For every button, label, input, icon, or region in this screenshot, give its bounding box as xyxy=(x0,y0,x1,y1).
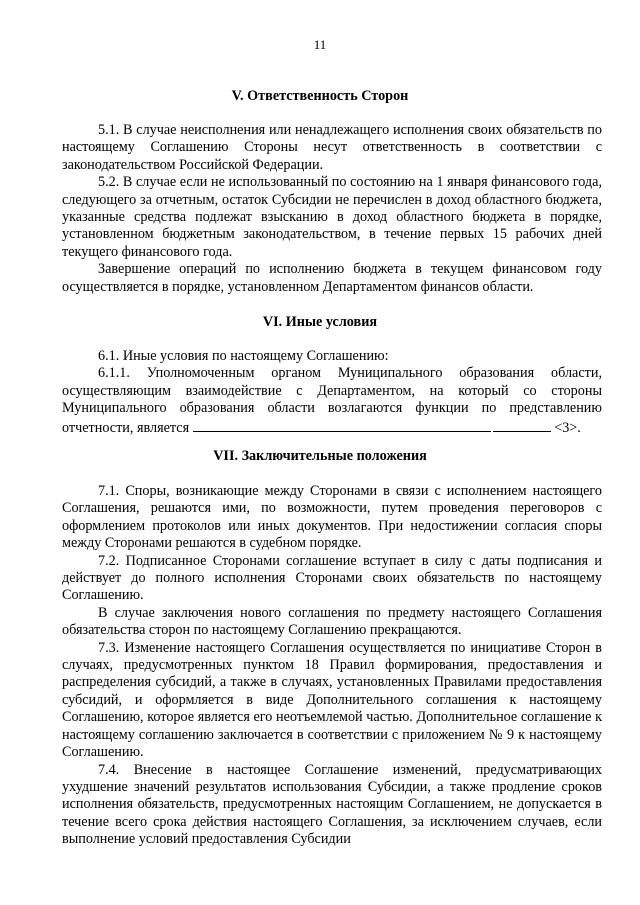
section-6-body xyxy=(62,348,602,437)
paragraph-7-4: 7.4. Внесение в настоящее Соглашение изменений, предусматривающих ухудшение значений результатов использования Субсидии, а также продление сроков исполнения обязательств, предусмотренных настоящим Соглашением, не допускается в течение всего срока действия настоящего Соглашения, за исключением случаев, если выполнение условий предоставления Субсидии xyxy=(62,761,602,848)
paragraph-7-1: 7.1. Споры, возникающие между Сторонами в связи с исполнением настоящего Соглашения, решаются ими, по возможности, путем проведения переговоров с оформлением протоколов или иных документов. При недостижении согласия споры между Сторонами решаются в судебном порядке. xyxy=(62,483,602,552)
paragraph-7-3: 7.3. Изменение настоящего Соглашения осуществляется по инициативе Сторон в случаях, предусмотренных пунктом 18 Правил формирования, предоставления и распределения субсидий, а также в случаях, установленных Правилами предоставления субсидий, и оформляется в виде Дополнительного соглашения к настоящему Соглашению, которое является его неотъемлемой частью. Дополнительное соглашение к настоящему соглашению заключается в соответствии с приложением № 9 к настоящему Соглашению. xyxy=(62,639,602,761)
paragraph-7-2: 7.2. Подписанное Сторонами соглашение вступает в силу с даты подписания и действует до полного исполнения Сторонами своих обязательств по настоящему Соглашению. xyxy=(62,552,602,604)
paragraph-6-1-1 xyxy=(62,365,602,437)
footnote-ref: <3>. xyxy=(554,419,581,436)
page-number: 11 xyxy=(313,37,327,52)
paragraph-7-new-agreement: В случае заключения нового соглашения по предмету настоящего Соглашения обязательства сторон по настоящему Соглашению прекращаются. xyxy=(62,604,602,639)
section-5-body xyxy=(62,122,602,296)
paragraph-6-1: 6.1. Иные условия по настоящему Соглашению: xyxy=(98,348,389,364)
paragraph-5-completion: Завершение операций по исполнению бюджета в текущем финансовом году осуществляется в порядке, установленном Департаментом финансов области. xyxy=(62,261,602,295)
paragraph-6-1-1-text: 6.1.1. Уполномоченным органом Муниципального образования области, осуществляющим взаимодействие с Департаментом, на который со стороны Муниципального образования области возлагаются функции по представлению отчетности, является xyxy=(62,365,602,436)
section-7-heading: VII. Заключительные положения xyxy=(213,448,427,464)
blank-line-short xyxy=(493,418,551,432)
paragraph-5-1: 5.1. В случае неисполнения или ненадлежащего исполнения своих обязательств по настоящему Соглашению Стороны несут ответственность в соответствии с законодательством Российской Федерации. xyxy=(62,122,602,173)
blank-line-authority xyxy=(193,418,491,432)
section-5-heading: V. Ответственность Сторон xyxy=(231,88,409,104)
section-6-heading: VI. Иные условия xyxy=(262,314,378,330)
paragraph-5-2: 5.2. В случае если не использованный по состоянию на 1 января финансового года, следующего за отчетным, остаток Субсидии не перечислен в доход областного бюджета, указанные средства подлежат взысканию в доход областного бюджета в порядке, установленном бюджетным законодательством, в течение первых 15 рабочих дней текущего финансового года. xyxy=(62,174,602,260)
section-7-body xyxy=(62,483,602,849)
